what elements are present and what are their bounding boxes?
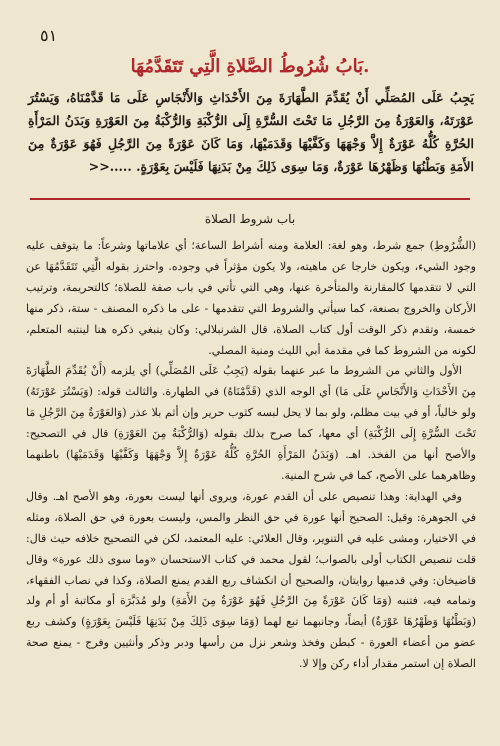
sharh-heading: باب شروط الصلاة (204, 212, 296, 226)
section-divider (30, 198, 470, 200)
sharh-commentary (26, 236, 476, 675)
matn-text: يَجِبُ عَلَى المُصَلِّي أَنْ يُقَدِّمَ الطَّهَارَةَ مِنَ الأَحْدَاثِ وَالأَنْجَاسِ عَلَى مَا قَدَّمْنَاهُ، وَيَسْتُرَ عَوْرَتَهُ، وَالعَوْرَةُ مِنَ الرَّجُلِ مَا تَحْتَ السُّرَّةِ إِلَى الرُّكْبَةِ وَالرُّكْبَةُ مِنَ العَوْرَةِ وَبَدَنُ المَرْأَةِ الحُرَّةِ كُلُّهُ عَوْرَةٌ إِلاَّ وَجْهَهَا وَكَفَّيْهَا وَقَدَمَيْهَا، وَمَا كَانَ عَوْرَةً مِنَ الرَّجُلِ فَهُوَ عَوْرَةٌ مِنَ الأَمَةِ وَبَطْنُهَا وَظَهْرُهَا عَوْرَةٌ، وَمَا سِوَى ذَلِكَ مِنْ بَدَنِهَا فَلَيْسَ بِعَوْرَةٍ. .....<< (28, 90, 474, 174)
page-number: ٥١ (40, 26, 58, 45)
sharh-paragraph: الأول والثاني من الشروط ما عبر عنهما بقوله (يَجِبُ عَلَى المُصَلِّي) أي يلزمه (أَنْ يُقَدِّمَ الطَّهَارَةَ مِنَ الأَحْدَاثِ وَالأَنْجَاسِ عَلَى مَا) أي الوجه الذي (قَدَّمْنَاهُ) في الطهارة. والثالث قوله: (وَيَسْتُرَ عَوْرَتَهُ) ولو خالياً، أو في بيت مظلم، ولو بما لا يحل لبسه كثوب حرير وإن أثم بلا عذر (وَالعَوْرَةُ مِنَ الرَّجُلِ مَا تَحْتَ السُّرَّةِ إِلَى الرُّكْبَةِ) أي معها، كما صرح بذلك بقوله (وَالرُّكْبَةُ مِنَ العَوْرَةِ) قال في التصحيح: والأصح أنها من الفخذ. اهـ. (وَبَدَنُ المَرْأَةِ الحُرَّةِ كُلُّهُ عَوْرَةٌ إِلاَّ وَجْهَهَا وَكَفَّيْهَا وَقَدَمَيْهَا) باطنهما وظاهرهما على الأصح، كما في شرح المنية. (26, 364, 476, 482)
chapter-title: بَابُ شُرُوطُ الصَّلاةِ الَّتِي تَتَقَدَّمُهَا. (130, 56, 370, 77)
sharh-paragraph: وفي الهداية: وهذا تنصيص على أن القدم عورة، ويروى أنها ليست بعورة، وهو الأصح اهـ. وقال في الجوهرة: وقيل: الصحيح أنها عورة في حق النظر والمس، وليست بعورة في حق الصلاة، ومثله في الاختيار، ومشى عليه في التنوير، وقال العلائي: عليه المعتمد، لكن في التصحيح خلافه حيث قال: قلت تنصيص الكتاب أولى بالصواب؛ لقول محمد في كتاب الاستحسان «وما سوى ذلك عورة» وقال قاضيخان: وفي قدميها روايتان، والصحيح أن انكشاف ربع القدم يمنع الصلاة، وكذا في نصاب الفقهاء، وتمامه فيه، فتنبه (وَمَا كَانَ عَوْرَةً مِنَ الرَّجُلِ فَهُوَ عَوْرَةٌ مِنَ الأَمَةِ) ولو مُدَبَّرَة أو مكاتبة أو أم ولد (وَبَطْنُهَا وَظَهْرُهَا عَوْرَةٌ) أيضاً، وجانبهما تبع لهما (وَمَا سِوَى ذَلِكَ مِنْ بَدَنِهَا فَلَيْسَ بِعَوْرَةٍ) وكشف ربع عضو من أعضاء العورة - كبطن وفخذ وشعر نزل من رأسها ودبر وذكر وأنثيين وفرج - يمنع صحة الصلاة إن استمر مقدار أداء ركن وإلا لا. (26, 489, 476, 671)
sharh-paragraph: (الشُّرُوطِ) جمع شرط، وهو لغة: العلامة ومنه أشراط الساعة؛ أي علاماتها وشرعاً: ما يتوقف عليه وجود الشيء، ويكون خارجا عن ماهيته، ولا يكون مؤثراً في وجوده. واحترز بقوله الَّتِي تَتَقَدَّمُهَا عن التي لا تتقدمها كالمقارنة والمتأخرة عنها، وهي التي تأتي في باب صفة للصلاة؛ كالتحريمة، وترتيب الأركان والخروج بصنعة، كما سيأتي والشروط التي تتقدمها - على ما ذكره المصنف - ستة، ذكر منها خمسة، وتقدم ذكر الوقت أول كتاب الصلاة، قال الشرنبلالي: وكان ينبغي ذكره هنا لينتبه المتعلم، لكونه من الشروط كما في مقدمة أبي الليث ومنية المصلي. (26, 239, 476, 357)
